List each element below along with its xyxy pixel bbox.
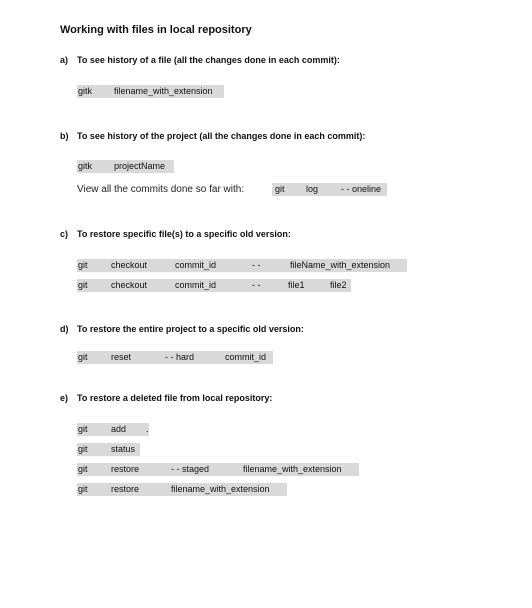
section-c-letter: c) <box>60 229 69 239</box>
command-token: git <box>78 464 88 474</box>
command-token: - - <box>252 260 261 270</box>
section-c-heading-text: To restore specific file(s) to a specific old version: <box>77 229 291 239</box>
section-b-note: View all the commits done so far with: <box>77 184 245 195</box>
section-b-heading <box>60 131 365 141</box>
command-token: commit_id <box>175 280 217 290</box>
page-title: Working with files in local repository <box>60 24 252 36</box>
command-token: git <box>78 352 88 362</box>
section-c-heading <box>60 229 291 239</box>
command-token: add <box>111 424 127 434</box>
command-token: commit_id <box>225 352 267 362</box>
command-token: fileName_with_extension <box>290 260 391 270</box>
section-d-letter: d) <box>60 324 69 334</box>
command-token: git <box>78 444 88 454</box>
section-e-letter: e) <box>60 393 69 403</box>
section-b-heading-text: To see history of the project (all the changes done in each commit): <box>77 131 366 141</box>
command-token: filename_with_extension <box>171 484 270 494</box>
section-e-heading <box>60 393 272 403</box>
section-a-letter: a) <box>60 55 69 65</box>
command-token: checkout <box>111 280 148 290</box>
command-token: git <box>78 280 88 290</box>
section-d-heading-text: To restore the entire project to a specific old version: <box>77 324 304 334</box>
section-e-heading-text: To restore a deleted file from local repository: <box>77 393 273 403</box>
command-token: restore <box>111 484 140 494</box>
command-token: git <box>78 424 88 434</box>
command-token: filename_with_extension <box>243 464 342 474</box>
command-token: file2 <box>330 280 347 290</box>
section-b-letter: b) <box>60 131 69 141</box>
command-token: checkout <box>111 260 148 270</box>
command-token: git <box>275 184 285 194</box>
command-token: status <box>111 444 136 454</box>
command-token: restore <box>111 464 140 474</box>
section-a-heading <box>60 55 340 65</box>
command-token: commit_id <box>175 260 217 270</box>
command-token: . <box>146 424 149 434</box>
command-token: projectName <box>114 161 166 171</box>
command-token: - - <box>252 280 261 290</box>
command-token: gitk <box>78 86 93 96</box>
command-token: log <box>306 184 319 194</box>
command-token: git <box>78 484 88 494</box>
command-token: file1 <box>288 280 305 290</box>
section-a-heading-text: To see history of a file (all the changes done in each commit): <box>77 55 340 65</box>
command-token: reset <box>111 352 132 362</box>
command-token: - - hard <box>165 352 195 362</box>
command-token: - - staged <box>171 464 210 474</box>
command-token: - - oneline <box>341 184 382 194</box>
command-token: filename_with_extension <box>114 86 213 96</box>
command-token: git <box>78 260 88 270</box>
command-token: gitk <box>78 161 93 171</box>
section-d-heading <box>60 324 304 334</box>
